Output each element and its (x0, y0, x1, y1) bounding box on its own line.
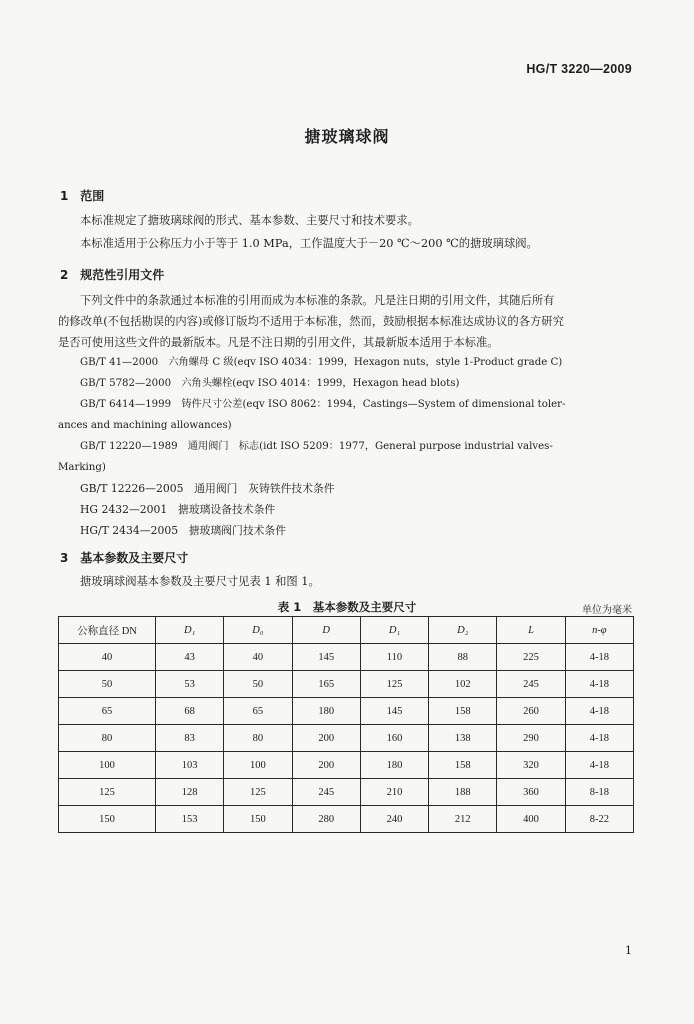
section-number: 3 (60, 551, 69, 565)
table-cell: 150 (59, 806, 156, 833)
table-cell: 320 (497, 752, 565, 779)
table-cell: 158 (429, 698, 497, 725)
table-cell: 138 (429, 725, 497, 752)
table-unit-note: 单位为毫米 (582, 605, 632, 616)
reference-line: HG/T 2434—2005 搪玻璃阀门技术条件 (80, 524, 287, 537)
table-row (59, 698, 634, 725)
section-3-heading (60, 549, 188, 566)
table-row (59, 644, 634, 671)
table-cell: 83 (156, 725, 224, 752)
table-cell: 125 (224, 779, 292, 806)
paragraph-line: 搪玻璃球阀基本参数及主要尺寸见表 1 和图 1。 (80, 575, 320, 588)
table-cell: 165 (292, 671, 360, 698)
section-1-heading (60, 187, 104, 204)
paragraph-line: 本标准规定了搪玻璃球阀的形式、基本参数、主要尺寸和技术要求。 (80, 214, 419, 227)
reference-line: HG 2432—2001 搪玻璃设备技术条件 (80, 503, 276, 516)
reference-line: GB/T 12226—2005 通用阀门 灰铸铁件技术条件 (80, 482, 335, 495)
table-caption: 表 1 基本参数及主要尺寸 (277, 600, 417, 614)
table-cell: 110 (360, 644, 428, 671)
reference-line: GB/T 41—2000 六角螺母 C 级(eqv ISO 4034：1999，Hexagon nuts，style 1-Product grade C) (80, 357, 563, 368)
table-cell: 50 (59, 671, 156, 698)
reference-line: ances and machining allowances) (58, 420, 232, 431)
table-cell: 240 (360, 806, 428, 833)
document-title: 搪玻璃球阀 (304, 127, 390, 146)
reference-line: Marking) (58, 462, 106, 473)
table-cell: 4-18 (565, 698, 633, 725)
table-cell: 212 (429, 806, 497, 833)
table-cell: 260 (497, 698, 565, 725)
table-cell: 128 (156, 779, 224, 806)
table-cell: 145 (292, 644, 360, 671)
table-cell: 4-18 (565, 644, 633, 671)
table-cell: 102 (429, 671, 497, 698)
table-header-cell: D₁ (360, 617, 428, 644)
reference-line: GB/T 12220—1989 通用阀门 标志(idt ISO 5209：1977，General purpose industrial valves- (80, 441, 553, 452)
table-header-cell: D₂ (429, 617, 497, 644)
table-cell: 53 (156, 671, 224, 698)
table-cell: 125 (360, 671, 428, 698)
table-cell: 225 (497, 644, 565, 671)
table-cell: 100 (224, 752, 292, 779)
section-number: 1 (60, 189, 69, 203)
table-cell: 4-18 (565, 752, 633, 779)
paragraph-line: 是否可使用这些文件的最新版本。凡是不注日期的引用文件，其最新版本适用于本标准。 (58, 336, 499, 349)
table-header-cell: D₀ (224, 617, 292, 644)
table-header-cell: n-φ (565, 617, 633, 644)
standard-number: HG/T 3220—2009 (526, 62, 632, 76)
section-heading-text: 基本参数及主要尺寸 (80, 551, 189, 565)
table-cell: 180 (292, 698, 360, 725)
table-header-cell: D₁ (156, 617, 224, 644)
section-heading-text: 规范性引用文件 (80, 268, 165, 282)
table-cell: 360 (497, 779, 565, 806)
table-cell: 8-18 (565, 779, 633, 806)
reference-line: GB/T 6414—1999 铸件尺寸公差(eqv ISO 8062：1994，Castings—System of dimensional toler- (80, 399, 566, 410)
table-cell: 80 (59, 725, 156, 752)
page-number: 1 (625, 944, 632, 957)
table-cell: 4-18 (565, 671, 633, 698)
table-row (59, 752, 634, 779)
parameters-table (58, 616, 634, 833)
table-cell: 40 (59, 644, 156, 671)
table-header-cell: 公称直径 DN (59, 617, 156, 644)
table-cell: 43 (156, 644, 224, 671)
table-cell: 158 (429, 752, 497, 779)
table-cell: 150 (224, 806, 292, 833)
table-cell: 65 (59, 698, 156, 725)
table-cell: 180 (360, 752, 428, 779)
table-cell: 160 (360, 725, 428, 752)
table-cell: 68 (156, 698, 224, 725)
table-row (59, 671, 634, 698)
table-cell: 290 (497, 725, 565, 752)
paragraph-line: 的修改单(不包括勘误的内容)或修订版均不适用于本标准，然而，鼓励根据本标准达成协议的各方研究 (58, 315, 564, 328)
table-cell: 188 (429, 779, 497, 806)
section-heading-text: 范围 (80, 189, 105, 203)
table-cell: 153 (156, 806, 224, 833)
table-cell: 280 (292, 806, 360, 833)
table-cell: 8-22 (565, 806, 633, 833)
paragraph-line: 本标准适用于公称压力小于等于 1.0 MPa，工作温度大于－20 ℃～200 ℃的搪玻璃球阀。 (80, 237, 538, 250)
table-row (59, 779, 634, 806)
table-row (59, 806, 634, 833)
table-cell: 88 (429, 644, 497, 671)
table-cell: 200 (292, 752, 360, 779)
section-number: 2 (60, 268, 69, 282)
section-2-heading (60, 266, 164, 283)
table-cell: 245 (497, 671, 565, 698)
table-cell: 100 (59, 752, 156, 779)
table-cell: 210 (360, 779, 428, 806)
table-header-row (59, 617, 634, 644)
reference-line: GB/T 5782—2000 六角头螺栓(eqv ISO 4014：1999，Hexagon head blots) (80, 378, 460, 389)
table-cell: 245 (292, 779, 360, 806)
table-cell: 200 (292, 725, 360, 752)
table-header-cell: L (497, 617, 565, 644)
table-cell: 50 (224, 671, 292, 698)
table-cell: 4-18 (565, 725, 633, 752)
table-cell: 125 (59, 779, 156, 806)
table-cell: 400 (497, 806, 565, 833)
table-cell: 103 (156, 752, 224, 779)
table-cell: 65 (224, 698, 292, 725)
table-header-cell: D (292, 617, 360, 644)
table-cell: 40 (224, 644, 292, 671)
table-cell: 80 (224, 725, 292, 752)
paragraph-line: 下列文件中的条款通过本标准的引用而成为本标准的条款。凡是注日期的引用文件，其随后所有 (80, 294, 555, 307)
table-row (59, 725, 634, 752)
table-cell: 145 (360, 698, 428, 725)
